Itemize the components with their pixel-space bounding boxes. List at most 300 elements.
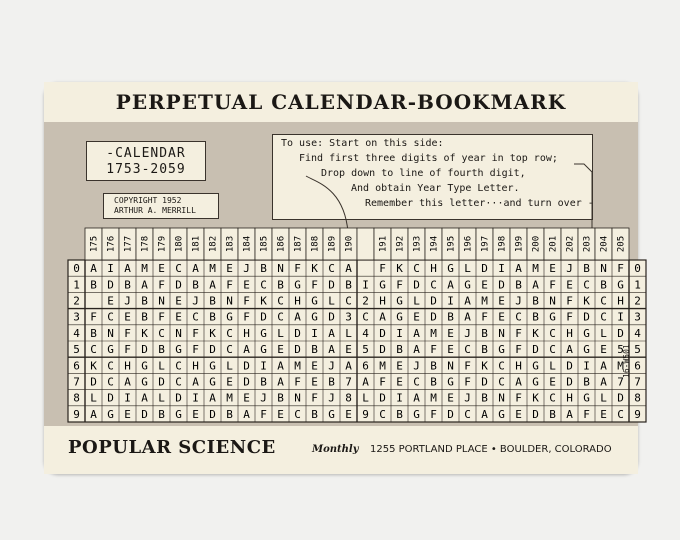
year-type-letter: L [464, 262, 471, 276]
year-type-letter: C [583, 278, 590, 292]
year-type-letter: C [192, 310, 199, 324]
year-type-letter: C [226, 343, 233, 357]
year-type-letter: C [107, 375, 114, 389]
year-type-letter: K [481, 359, 488, 373]
year-type-letter: D [532, 407, 539, 421]
year-type-letter: A [413, 391, 420, 405]
year-type-letter: A [90, 262, 97, 276]
year-type-letter: A [243, 407, 250, 421]
century-header-label: 203 [582, 235, 593, 253]
year-type-letter: K [209, 326, 216, 340]
year-type-letter: E [175, 310, 182, 324]
year-type-letter: G [209, 375, 216, 389]
year-type-letter: E [413, 310, 420, 324]
year-type-letter: I [396, 326, 403, 340]
year-type-letter: G [396, 310, 403, 324]
year-type-letter: B [90, 278, 97, 292]
year-type-letter: B [600, 278, 607, 292]
year-type-letter: B [260, 375, 267, 389]
year-type-letter: A [345, 262, 352, 276]
year-type-letter: B [481, 343, 488, 357]
year-type-letter: E [345, 407, 352, 421]
year-type-letter: J [243, 262, 250, 276]
year-type-letter: I [396, 391, 403, 405]
year-type-letter: F [294, 375, 301, 389]
year-type-letter: A [566, 343, 573, 357]
year-type-letter: F [260, 407, 267, 421]
century-header-label: 193 [412, 235, 423, 253]
year-type-letter: E [447, 391, 454, 405]
year-type-letter: B [396, 343, 403, 357]
year-type-letter: H [617, 294, 624, 308]
year-type-letter: B [532, 310, 539, 324]
year-type-letter: I [447, 294, 454, 308]
year-type-letter: G [532, 359, 539, 373]
year-type-letter: B [90, 326, 97, 340]
century-header-label: 196 [463, 235, 474, 253]
year-type-letter: C [107, 359, 114, 373]
century-header-label: 205 [616, 235, 627, 253]
year-type-letter: A [124, 375, 131, 389]
year-type-letter: E [226, 262, 233, 276]
year-type-letter: A [328, 326, 335, 340]
year-type-letter: M [430, 391, 437, 405]
digit-label-left: 9 [73, 407, 80, 421]
year-type-letter: B [481, 326, 488, 340]
year-type-letter: B [311, 407, 318, 421]
year-type-letter: B [158, 343, 165, 357]
year-type-letter: L [413, 294, 420, 308]
year-type-letter: J [260, 391, 267, 405]
year-type-letter: D [294, 326, 301, 340]
year-type-letter: D [481, 262, 488, 276]
year-type-letter: G [294, 278, 301, 292]
year-type-letter: C [107, 310, 114, 324]
year-type-letter: C [158, 326, 165, 340]
year-type-letter: A [481, 407, 488, 421]
year-type-letter: C [600, 294, 607, 308]
year-type-letter: N [277, 262, 284, 276]
century-header-label: 189 [327, 235, 338, 253]
year-type-letter: G [260, 326, 267, 340]
year-type-letter: D [617, 326, 624, 340]
digit-label-right: 7 [634, 375, 641, 389]
year-type-letter: C [175, 375, 182, 389]
year-type-letter: N [600, 262, 607, 276]
year-type-letter: F [192, 326, 199, 340]
print-code: 16-W501 [622, 344, 631, 378]
year-type-letter: C [226, 326, 233, 340]
year-type-letter: J [328, 391, 335, 405]
digit-label-left: 2 [73, 294, 80, 308]
year-type-letter: D [90, 375, 97, 389]
year-type-letter: A [413, 326, 420, 340]
year-type-letter: E [515, 407, 522, 421]
year-type-letter: A [328, 343, 335, 357]
calendar-years: 1753-2059 [106, 162, 186, 177]
digit-label-left: 8 [73, 391, 80, 405]
century-header-label: 183 [225, 235, 236, 253]
year-type-letter: G [464, 278, 471, 292]
year-type-letter: E [396, 375, 403, 389]
year-type-letter: G [175, 407, 182, 421]
century-header-label: 198 [497, 235, 508, 253]
year-type-letter: L [158, 359, 165, 373]
digit-label-right: 9 [634, 407, 641, 421]
year-type-letter: E [277, 407, 284, 421]
century-header-label: 187 [293, 235, 304, 253]
year-type-letter: A [515, 262, 522, 276]
year-type-letter: D [617, 391, 624, 405]
year-type-letter: G [226, 310, 233, 324]
year-type-letter: 3 [345, 310, 352, 324]
digit-label-right: 0 [634, 262, 641, 276]
year-type-letter: F [311, 391, 318, 405]
year-type-letter: D [481, 375, 488, 389]
year-type-letter: E [447, 343, 454, 357]
year-type-letter: C [328, 262, 335, 276]
year-type-letter: L [328, 294, 335, 308]
year-type-letter: K [532, 391, 539, 405]
century-header-label: 197 [480, 235, 491, 253]
year-type-letter: G [311, 310, 318, 324]
year-type-letter: G [141, 359, 148, 373]
year-type-letter: C [294, 407, 301, 421]
century-header-label: 184 [242, 235, 253, 253]
year-type-letter: E [124, 310, 131, 324]
century-header-label: 175 [89, 235, 100, 253]
century-header-label: 178 [140, 235, 151, 253]
year-type-letter: J [192, 294, 199, 308]
year-type-letter: K [260, 294, 267, 308]
year-type-letter: K [90, 359, 97, 373]
year-type-letter: E [600, 343, 607, 357]
year-type-letter: I [260, 359, 267, 373]
year-type-letter: E [345, 343, 352, 357]
year-type-letter: A [277, 359, 284, 373]
year-type-letter: F [243, 294, 250, 308]
year-type-letter: E [498, 294, 505, 308]
century-header-label: 181 [191, 235, 202, 253]
year-type-letter: D [583, 310, 590, 324]
year-type-letter: 6 [362, 359, 369, 373]
calendar-bookmark-card [44, 82, 641, 474]
digit-label-right: 3 [634, 310, 641, 324]
year-type-letter: F [294, 262, 301, 276]
year-type-letter: A [345, 359, 352, 373]
year-type-letter: H [294, 294, 301, 308]
century-header-label: 186 [276, 235, 287, 253]
year-type-letter: C [175, 359, 182, 373]
year-type-letter: F [566, 310, 573, 324]
year-type-letter: F [243, 310, 250, 324]
digit-label-left: 3 [73, 310, 80, 324]
digit-label-left: 1 [73, 278, 80, 292]
year-type-letter: B [532, 294, 539, 308]
year-type-letter: N [549, 294, 556, 308]
year-type-letter: E [549, 375, 556, 389]
instruction-line: Drop down to line of fourth digit, [321, 168, 526, 179]
year-type-letter: J [124, 294, 131, 308]
year-type-letter: F [583, 407, 590, 421]
year-type-letter: N [498, 326, 505, 340]
card-title: PERPETUAL CALENDAR-BOOKMARK [115, 90, 567, 114]
year-type-letter: D [294, 343, 301, 357]
year-type-letter: B [549, 407, 556, 421]
year-type-letter: F [226, 278, 233, 292]
year-type-letter: E [396, 359, 403, 373]
year-type-letter: K [141, 326, 148, 340]
publisher-name: POPULAR SCIENCE [68, 437, 276, 458]
year-type-letter: M [209, 262, 216, 276]
year-type-letter: B [583, 262, 590, 276]
year-type-letter: B [158, 407, 165, 421]
year-type-letter: 5 [617, 343, 624, 357]
year-type-letter: C [413, 262, 420, 276]
year-type-letter: F [481, 310, 488, 324]
year-type-letter: N [226, 294, 233, 308]
year-type-letter: G [396, 294, 403, 308]
year-type-letter: B [430, 359, 437, 373]
year-type-letter: L [277, 326, 284, 340]
year-type-letter: C [277, 310, 284, 324]
century-header-label: 202 [565, 235, 576, 253]
year-type-letter: C [498, 375, 505, 389]
year-type-letter: A [141, 391, 148, 405]
year-type-letter: G [413, 407, 420, 421]
year-type-letter: H [515, 359, 522, 373]
year-type-letter: F [124, 343, 131, 357]
year-type-letter: G [328, 407, 335, 421]
year-type-letter: F [430, 343, 437, 357]
year-type-letter: G [260, 343, 267, 357]
year-type-letter: B [209, 310, 216, 324]
year-type-letter: D [141, 407, 148, 421]
year-type-letter: L [549, 359, 556, 373]
instruction-line: Find first three digits of year in top row; [299, 153, 558, 164]
year-type-letter: H [430, 262, 437, 276]
year-type-letter: I [124, 391, 131, 405]
digit-label-right: 6 [634, 359, 641, 373]
copyright-line: COPYRIGHT 1952 [114, 196, 182, 205]
year-type-letter: F [158, 278, 165, 292]
year-type-letter: G [532, 375, 539, 389]
year-type-letter: J [328, 359, 335, 373]
year-type-letter: E [277, 343, 284, 357]
century-header-label: 177 [123, 235, 134, 253]
year-type-letter: E [311, 375, 318, 389]
year-type-letter: B [345, 278, 352, 292]
year-type-letter: G [141, 375, 148, 389]
year-type-letter: A [600, 375, 607, 389]
year-type-letter: A [447, 278, 454, 292]
century-header-label: 199 [514, 235, 525, 253]
year-type-letter: 2 [362, 294, 369, 308]
century-header-label: 190 [344, 235, 355, 253]
instruction-line: Remember this letter···and turn over - [365, 198, 594, 209]
year-type-letter: D [379, 343, 386, 357]
author-line: ARTHUR A. MERRILL [114, 206, 196, 215]
year-type-letter: B [141, 310, 148, 324]
year-type-letter: M [294, 359, 301, 373]
year-type-letter: D [430, 310, 437, 324]
year-type-letter: C [413, 375, 420, 389]
year-type-letter: D [175, 278, 182, 292]
year-type-letter: H [566, 326, 573, 340]
year-type-letter: F [158, 310, 165, 324]
year-type-letter: C [549, 326, 556, 340]
year-type-letter: E [107, 294, 114, 308]
year-type-letter: E [549, 262, 556, 276]
century-header-label: 200 [531, 235, 542, 253]
year-type-letter: F [464, 375, 471, 389]
year-type-letter: D [243, 375, 250, 389]
year-type-letter: D [430, 294, 437, 308]
year-type-letter: D [379, 326, 386, 340]
year-type-letter: L [345, 326, 352, 340]
year-type-letter: B [260, 262, 267, 276]
year-type-table [44, 82, 641, 474]
year-type-letter: D [141, 343, 148, 357]
year-type-letter: G [209, 359, 216, 373]
year-type-letter: F [379, 262, 386, 276]
year-type-letter: F [566, 294, 573, 308]
year-type-letter: D [379, 391, 386, 405]
year-type-letter: I [617, 310, 624, 324]
year-type-letter: F [311, 278, 318, 292]
year-type-letter: B [277, 278, 284, 292]
publisher-address: 1255 PORTLAND PLACE • BOULDER, COLORADO [370, 444, 612, 455]
year-type-letter: K [311, 262, 318, 276]
year-type-letter: E [124, 407, 131, 421]
year-type-letter: F [90, 310, 97, 324]
year-type-letter: D [413, 278, 420, 292]
year-type-letter: A [192, 262, 199, 276]
year-type-letter: D [175, 391, 182, 405]
year-type-letter: A [141, 278, 148, 292]
century-header-label: 192 [395, 235, 406, 253]
year-type-letter: M [141, 262, 148, 276]
year-type-letter: I [107, 262, 114, 276]
year-type-letter: E [243, 391, 250, 405]
year-type-letter: C [175, 262, 182, 276]
year-type-letter: A [362, 375, 369, 389]
year-type-letter: E [158, 262, 165, 276]
digit-label-left: 4 [73, 326, 80, 340]
year-type-letter: N [158, 294, 165, 308]
year-type-letter: F [379, 375, 386, 389]
year-type-letter: E [498, 310, 505, 324]
year-type-letter: B [277, 391, 284, 405]
year-type-letter: H [192, 359, 199, 373]
year-type-letter: 8 [345, 391, 352, 405]
year-type-letter: E [243, 278, 250, 292]
year-type-letter: I [362, 278, 369, 292]
year-type-letter: F [515, 326, 522, 340]
year-type-letter: F [396, 278, 403, 292]
year-type-letter: A [566, 407, 573, 421]
year-type-letter: A [243, 343, 250, 357]
year-type-letter: J [566, 262, 573, 276]
year-type-letter: L [158, 391, 165, 405]
year-type-letter: D [328, 278, 335, 292]
century-header-label: 194 [429, 235, 440, 253]
year-type-letter: G [549, 310, 556, 324]
year-type-letter: L [600, 391, 607, 405]
year-type-letter: B [124, 278, 131, 292]
year-type-letter: H [124, 359, 131, 373]
year-type-letter: C [362, 310, 369, 324]
year-type-letter: F [192, 343, 199, 357]
year-type-letter: H [566, 391, 573, 405]
year-type-letter: N [447, 359, 454, 373]
year-type-letter: F [617, 262, 624, 276]
year-type-letter: 7 [617, 375, 624, 389]
year-type-letter: C [430, 278, 437, 292]
year-type-letter: B [430, 375, 437, 389]
year-type-letter: G [583, 391, 590, 405]
century-header-label: 176 [106, 235, 117, 253]
year-type-letter: F [549, 278, 556, 292]
year-type-letter: L [90, 391, 97, 405]
century-header-label: 201 [548, 235, 559, 253]
year-type-letter: H [379, 294, 386, 308]
year-type-letter: F [515, 391, 522, 405]
year-type-letter: I [311, 326, 318, 340]
century-header-label: 182 [208, 235, 219, 253]
year-type-letter: F [124, 326, 131, 340]
year-type-letter: B [583, 375, 590, 389]
century-header-label: 191 [378, 235, 389, 253]
year-type-letter: D [498, 278, 505, 292]
year-type-letter: G [498, 407, 505, 421]
year-type-letter: G [107, 343, 114, 357]
year-type-letter: G [583, 326, 590, 340]
year-type-letter: E [566, 278, 573, 292]
year-type-letter: D [158, 375, 165, 389]
calendar-label: -CALENDAR [106, 146, 186, 161]
year-type-letter: C [515, 310, 522, 324]
century-header-label: 188 [310, 235, 321, 253]
year-type-letter: E [447, 326, 454, 340]
year-type-letter: A [413, 343, 420, 357]
year-type-letter: E [175, 294, 182, 308]
year-type-letter: E [226, 375, 233, 389]
year-type-letter: A [90, 407, 97, 421]
year-type-letter: B [447, 310, 454, 324]
year-type-letter: J [464, 326, 471, 340]
year-type-letter: C [549, 391, 556, 405]
year-type-letter: N [175, 326, 182, 340]
year-type-letter: G [498, 343, 505, 357]
year-type-letter: B [209, 294, 216, 308]
year-type-letter: A [515, 375, 522, 389]
year-type-letter: B [192, 278, 199, 292]
year-type-letter: C [617, 407, 624, 421]
year-type-letter: F [515, 343, 522, 357]
year-type-letter: D [566, 359, 573, 373]
year-type-letter: M [617, 359, 624, 373]
year-type-letter: E [192, 407, 199, 421]
year-type-letter: A [464, 294, 471, 308]
year-type-letter: E [481, 278, 488, 292]
year-type-letter: 9 [362, 407, 369, 421]
year-type-letter: M [379, 359, 386, 373]
year-type-letter: B [141, 294, 148, 308]
century-header-label: 185 [259, 235, 270, 253]
instruction-line: To use: Start on this side: [281, 138, 444, 149]
year-type-letter: G [583, 343, 590, 357]
